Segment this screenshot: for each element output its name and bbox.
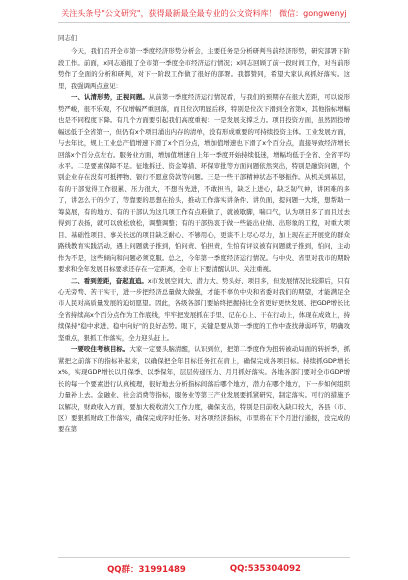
document-body bbox=[58, 33, 350, 436]
paragraph-intro: 今天，我们召开全市第一季度经济形势分析会，主要任务是分析研判当前经济形势，研究部署下阶段工作。前面，x同志通报了全市第一季度全市经济运行情况；x同志回顾了前一段时间工作，对当前形势作了全面的分析和研判，对下一阶段工作做了很好的部署。我都赞同，希望大家认真抓好落实。这里，我强调两点意见： bbox=[58, 47, 350, 90]
header-divider bbox=[58, 22, 350, 23]
paragraph-subsection-1: 一要咬住考核目标。大家一定要头脑清醒，认识到位，把第二季度作为扭转被动局面的转折季，抓紧把之前落下的指标补起来，以确保把全年目标任务扛在肩上，确保完成各项目标。持续抓GDP增长x%，实现GDP增长以月保季、以季保年，层层传递压力、月月抓好落实。各地各部门要对全市GDP增长的每一个要素进行认真梳理，很好地去分析指标间落后哪个地方，潜力在哪个地方，下一步如何组织力量补上去。金融业、社会消费等指标，服务业等第三产业发展要抓紧研究，制定落实。可行的措施予以解决，财政收入方面，要加大税收清欠工作力度，确保支出，特别是目前收入缺口较大，各县（市、区）要狠抓财政工作落实，确保完成序时任务。对各项经济指标，市里将在下个月进行通报，没完成的要在第 bbox=[58, 345, 351, 434]
footer-qq-group: QQ群：31991489 bbox=[107, 565, 186, 575]
footer-divider bbox=[58, 557, 350, 558]
banner-text: 关注头条号"公文研究"，获得最新最全最专业的公文资料库！ 微信：gongwenyj bbox=[61, 9, 347, 18]
header-banner bbox=[0, 0, 408, 28]
footer bbox=[0, 562, 408, 576]
subsection-heading: 一要咬住考核目标。 bbox=[71, 345, 130, 354]
section-heading: 二、看到差距，奋起直追。 bbox=[71, 276, 148, 285]
salutation: 同志们 bbox=[58, 34, 78, 42]
paragraph-section-2: 二、看到差距，奋起直追。x市发展空间大、潜力大、势头好、项目多，但发展情况比较滞后，只有心无旁骛、苦干实干，进一步把经济总量做大做强，才能不辜负中央和省委对我们的期望，才能满足全市人民对高质量发展的迫切愿望。因此，各级各部门要始终把握持比全省更好更快发展、把GDP增长比全省持续高x个百分点作为工作底线，牢牢把发展抓在手里、记在心上、干在行动上，体现在成效上，持续保持"稳中求进、稳中向好"的良好态势。眼下，关键是要从第一季度的工作中查找薄弱环节，明确攻坚重点，狠抓工作落实，全力迎头赶上。 bbox=[58, 276, 351, 342]
paragraph-section-1: 一、认清形势，正视问题。从前第一季度经济运行情况看，与我们的预期存在很大差距，可以说形势严峻，很不乐观，不仅增幅严重回落，而且位次明显后移，特别是位次下滑到全省第x，其他指标增幅也是不同程度下降。有几个方面要引起我们高度重视：一是发展支撑乏力。项目投资方面，虽然固投增幅远低于全省第一，但仍有x个项目涌出内存的清单，没有形成重要的可持续投资主体。工业发展方面，与去年比，规上工业总产值增速下滑了x个百分点，增加值增速也下滑了x个百分点，直接导致经济增长回落x个百分点左右。服务业方面，增加值增速自上年一季度开始持续低迷，增幅均低于全省、全省平均水平。二是要素保障不足。征地拆迁、资金筹措、环保审批等方面问题依然突出，特别是融资问题，个别企业存在没有可抵押物、银行不愿意贷款等问题。三是一些干部精神状态不够振作。从机关到基层，有的干部觉得工作很累、压力很大，不想当先进，不敢担当，缺乏上进心，缺乏韧气神，讲困难的多了，讲怎么干的少了，等靠要的思想在抬头，推动工作落实讲条件、讲负面，提问题一大堆，想帮助一筹莫展，有的地方、有的干部认为这几项工作有点难做了，就被歇脚，喘口气，认为项目多了而且过去得到了表扬，就可以放松放松，调整调整；有的干部热衷于做一些能出业绩、出形象的工程，对重大项目、基础性项目、事关长远的项目缺乏耐心、不够用心，更谈不上尽心尽力，加上现在正开展党的群众路线教育实践活动，遇上问题就子推到，怕问责、怕担责，生怕有评议被有问题就子推到，怕问，主动作为不是，这些倾向和问题必须克服。总之，今年第一季度经济运行情况。与中央、省里对我市的期盼要求和全年发展目标要求还存在一定距离，全市上下要清醒认识、关注重视。 bbox=[58, 93, 351, 274]
section-heading: 一、认清形势，正视问题。 bbox=[71, 93, 149, 102]
footer-qq: QQ:535304092 bbox=[229, 564, 301, 574]
